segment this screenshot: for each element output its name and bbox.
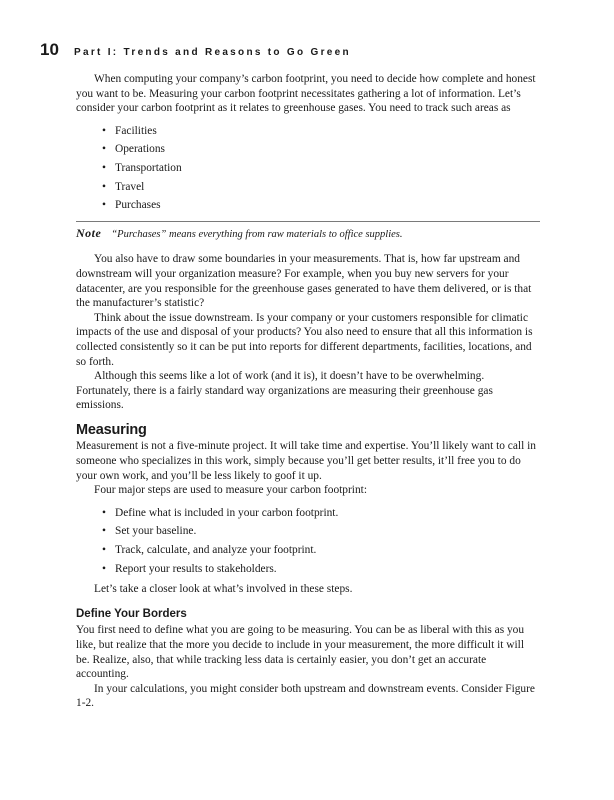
steps-list <box>76 506 540 576</box>
measuring-paragraph-3: Let’s take a closer look at what’s involved in these steps. <box>94 583 353 596</box>
list-item: • Track, calculate, and analyze your footprint. <box>102 543 540 558</box>
list-item: • Set your baseline. <box>102 524 540 539</box>
list-item: • Report your results to stakeholders. <box>102 562 540 577</box>
boundaries-paragraph-1: You also have to draw some boundaries in your measurements. That is, how far upstream and downstream will your organization measure? For example, when you buy new servers for your datacenter, are you responsible for the greenhouse gases generated to have them delivered, or is that the manufacturer’s statistic? <box>76 253 532 310</box>
borders-paragraph-1: You first need to define what you are going to be measuring. You can be as liberal with this as you like, but realize that the more you decide to include in your measurement, the more difficult it will be. Realize, also, that while tracking less data is certainly easier, you don’t get an accurate accounting. <box>76 624 525 681</box>
note-label: Note <box>76 225 102 240</box>
boundaries-paragraph-2: Think about the issue downstream. Is your company or your customers responsible for climatic impacts of the use and disposal of your products? You also need to ensure that all this information is collected consistently so it can be put into reports for different departments, facilities, locations, and so forth. <box>76 311 533 368</box>
running-head: Part I: Trends and Reasons to Go Green <box>74 47 351 58</box>
note-text: “Purchases” means everything from raw materials to office supplies. <box>111 228 403 240</box>
page-number: 10 <box>40 40 59 59</box>
borders-paragraph-2: In your calculations, you might consider both upstream and downstream events. Consider Figure 1-2. <box>76 682 535 710</box>
list-item: • Define what is included in your carbon footprint. <box>102 506 540 521</box>
page-body <box>76 72 540 711</box>
measuring-paragraph-1: Measurement is not a five-minute project. It will take time and expertise. You’ll likely want to call in someone who specializes in this work, simply because you’ll get better results, it’ll free you to do your own work, and you’ll be less likely to goof it up. <box>76 440 536 482</box>
list-item: • Purchases <box>102 198 540 213</box>
list-item: • Operations <box>102 142 540 157</box>
page-header <box>40 40 351 60</box>
tracked-areas-list <box>76 124 540 213</box>
boundaries-paragraph-3: Although this seems like a lot of work (and it is), it doesn’t have to be overwhelming. Fortunately, there is a fairly standard way organizations are measuring their greenhouse gas emissions. <box>76 370 493 412</box>
note-box <box>76 221 540 243</box>
intro-paragraph: When computing your company’s carbon footprint, you need to decide how complete and honest you want to be. Measuring your carbon footprint necessitates gathering a lot of information. Let’s consider your carbon footprint as it relates to greenhouse gases. You need to track such areas as <box>76 73 536 115</box>
measuring-paragraph-2: Four major steps are used to measure your carbon footprint: <box>94 484 367 497</box>
list-item: • Facilities <box>102 124 540 139</box>
list-item: • Travel <box>102 180 540 195</box>
measuring-heading: Measuring <box>76 421 147 438</box>
list-item: • Transportation <box>102 161 540 176</box>
define-borders-heading: Define Your Borders <box>76 607 187 620</box>
